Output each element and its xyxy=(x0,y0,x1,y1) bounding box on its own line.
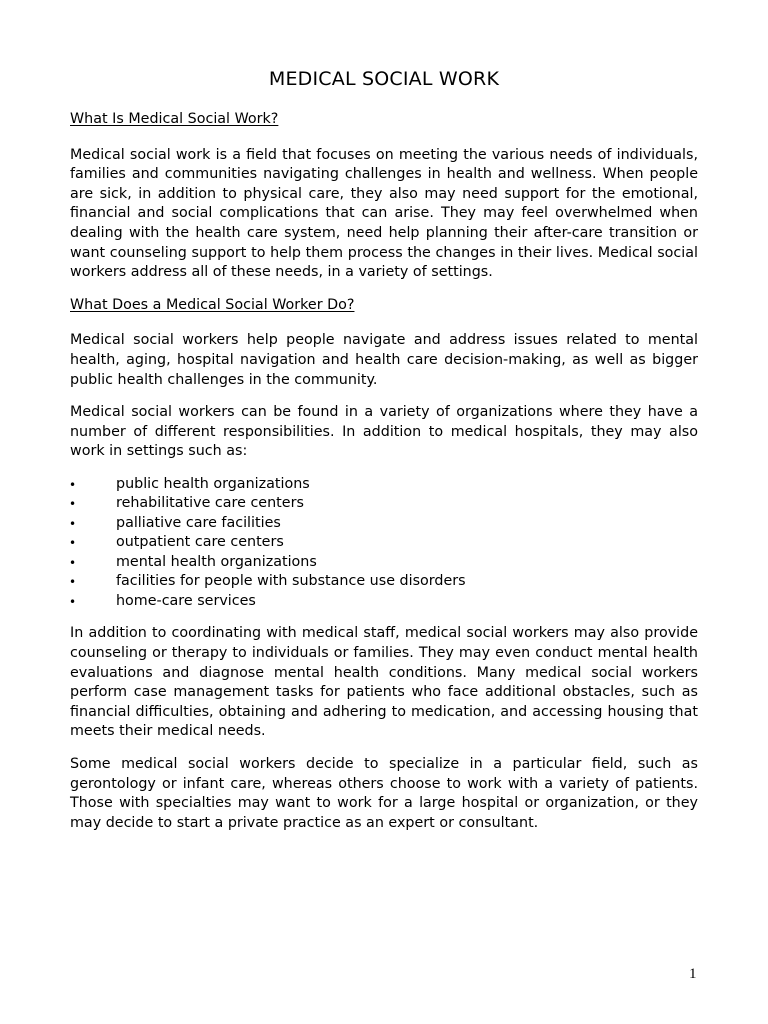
list-item-label: facilities for people with substance use disorders xyxy=(116,573,466,590)
bullet-icon: • xyxy=(69,477,77,492)
list-item-label: rehabilitative care centers xyxy=(116,495,304,512)
paragraph-organizations: Medical social workers can be found in a variety of organizations where they have a number of different responsibilities. In addition to medical hospitals, they may also work in settings such as: xyxy=(70,404,698,460)
document-body xyxy=(70,110,698,833)
list-item xyxy=(70,494,698,514)
paragraph-coordinating: In addition to coordinating with medical staff, medical social workers may also provide counseling or therapy to individuals or families. They may even conduct mental health evaluations and diagnose mental health conditions. Many medical social workers perform case management tasks for patients who face additional obstacles, such as financial difficulties, obtaining and adhering to medication, and accessing housing that meets their medical needs. xyxy=(70,625,698,740)
page-number: 1 xyxy=(689,966,697,982)
list-item xyxy=(70,572,698,592)
settings-list xyxy=(70,475,698,612)
paragraph-specialize: Some medical social workers decide to specialize in a particular field, such as gerontology or infant care, whereas others choose to work with a variety of patients. Those with specialties may want to work for a large hospital or organization, or they may decide to start a private practice as an expert or consultant. xyxy=(70,755,698,831)
document-title: MEDICAL SOCIAL WORK xyxy=(268,68,500,90)
bullet-icon: • xyxy=(69,536,77,551)
bullet-icon: • xyxy=(69,575,77,590)
list-item xyxy=(70,514,698,534)
paragraph-definition: Medical social work is a field that focuses on meeting the various needs of individuals, families and communities navigating challenges in health and wellness. When people are sick, in addition to physical care, they also may need support for the emotional, financial and social complications that can arise. They may feel overwhelmed when dealing with the health care system, need help planning their after-care transition or want counseling support to help them process the changes in their lives. Medical social workers address all of these needs, in a variety of settings. xyxy=(70,146,698,281)
list-item xyxy=(70,475,698,495)
list-item-label: mental health organizations xyxy=(116,553,317,570)
section-heading-what-is: What Is Medical Social Work? xyxy=(70,111,279,127)
list-item-label: outpatient care centers xyxy=(116,534,284,551)
list-item xyxy=(70,592,698,612)
bullet-icon: • xyxy=(69,516,77,531)
list-item xyxy=(70,533,698,553)
bullet-icon: • xyxy=(69,497,77,512)
bullet-icon: • xyxy=(69,555,77,570)
list-item xyxy=(70,553,698,573)
section-heading-what-does: What Does a Medical Social Worker Do? xyxy=(70,296,355,313)
list-item-label: public health organizations xyxy=(116,475,310,492)
list-item-label: palliative care facilities xyxy=(116,514,281,531)
list-item-label: home-care services xyxy=(116,592,256,609)
bullet-icon: • xyxy=(69,594,77,609)
paragraph-help-people: Medical social workers help people navigate and address issues related to mental health, aging, hospital navigation and health care decision-making, as well as bigger public health challenges in the community. xyxy=(70,332,698,388)
